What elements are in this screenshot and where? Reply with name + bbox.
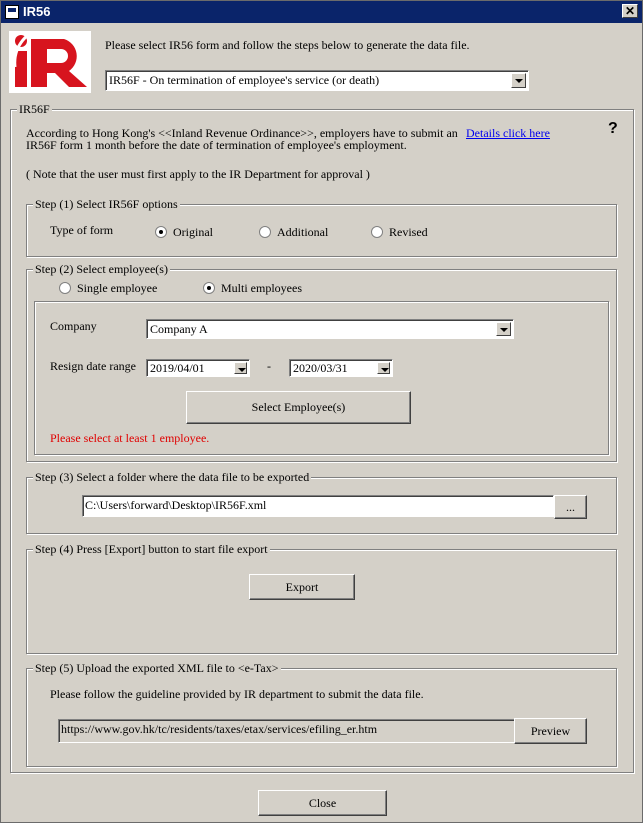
type-of-form-label: Type of form xyxy=(50,223,114,237)
radio-original-label: Original xyxy=(173,225,213,239)
intro-line-1: According to Hong Kong's <<Inland Revenue Ordinance>>, employers have to submit an xyxy=(26,126,458,140)
title-bar xyxy=(1,1,642,23)
chevron-down-icon[interactable] xyxy=(234,362,247,374)
close-button[interactable] xyxy=(258,790,387,816)
ir56f-legend: IR56F xyxy=(19,102,50,116)
form-prompt: Please select IR56 form and follow the steps below to generate the data file. xyxy=(105,38,470,52)
step5-legend: Step (5) Upload the exported XML file to <e-Tax> xyxy=(35,661,279,675)
help-icon[interactable]: ? xyxy=(608,120,618,137)
step1-legend: Step (1) Select IR56F options xyxy=(35,197,178,211)
ir-logo xyxy=(9,31,91,93)
radio-revised-label: Revised xyxy=(389,225,428,239)
app-icon xyxy=(5,5,19,19)
browse-folder-button[interactable] xyxy=(554,495,587,519)
details-link[interactable]: Details click here xyxy=(466,126,550,140)
step3-legend: Step (3) Select a folder where the data file to be exported xyxy=(35,470,310,484)
radio-original[interactable] xyxy=(155,225,213,240)
radio-unchecked-icon[interactable] xyxy=(259,226,271,238)
radio-multi-employees[interactable] xyxy=(203,281,302,296)
preview-button[interactable] xyxy=(514,718,587,744)
select-employees-button[interactable] xyxy=(186,391,411,424)
resign-date-label: Resign date range xyxy=(50,359,136,373)
radio-checked-icon[interactable] xyxy=(203,282,215,294)
approval-note: ( Note that the user must first apply to the IR Department for approval ) xyxy=(26,167,370,181)
radio-additional[interactable] xyxy=(259,225,328,240)
chevron-down-icon[interactable] xyxy=(511,73,526,88)
window-title: IR56 xyxy=(23,4,51,19)
radio-single-label: Single employee xyxy=(77,281,158,295)
export-button[interactable] xyxy=(249,574,355,600)
form-type-select[interactable] xyxy=(105,70,529,91)
step4-group xyxy=(26,542,617,654)
date-from-value: 2019/04/01 xyxy=(150,361,205,375)
radio-unchecked-icon[interactable] xyxy=(371,226,383,238)
step4-legend: Step (4) Press [Export] button to start file export xyxy=(35,542,268,556)
browse-folder-label: ... xyxy=(566,500,575,514)
radio-checked-icon[interactable] xyxy=(155,226,167,238)
date-to-picker[interactable] xyxy=(289,359,393,377)
radio-unchecked-icon[interactable] xyxy=(59,282,71,294)
upload-instruction: Please follow the guideline provided by IR department to submit the data file. xyxy=(50,687,424,701)
select-employees-label: Select Employee(s) xyxy=(251,400,346,414)
export-path-field[interactable]: C:\Users\forward\Desktop\IR56F.xml xyxy=(82,495,554,517)
intro-line-2: IR56F form 1 month before the date of termination of employee's employment. xyxy=(26,138,407,152)
date-from-picker[interactable] xyxy=(146,359,250,377)
employee-error-message: Please select at least 1 employee. xyxy=(50,431,210,445)
export-label: Export xyxy=(285,580,319,594)
close-icon[interactable]: ✕ xyxy=(622,4,638,18)
radio-single-employee[interactable] xyxy=(59,281,157,296)
close-label: Close xyxy=(308,796,337,810)
date-to-value: 2020/03/31 xyxy=(293,361,348,375)
step2-legend: Step (2) Select employee(s) xyxy=(35,262,168,276)
company-select[interactable] xyxy=(146,319,514,339)
radio-additional-label: Additional xyxy=(277,225,329,239)
preview-label: Preview xyxy=(530,724,571,738)
company-value: Company A xyxy=(150,322,208,336)
radio-revised[interactable] xyxy=(371,225,428,240)
chevron-down-icon[interactable] xyxy=(377,362,390,374)
ir-logo-graphic xyxy=(9,31,91,93)
chevron-down-icon[interactable] xyxy=(496,322,511,336)
company-label: Company xyxy=(50,319,97,333)
date-separator: - xyxy=(267,359,271,373)
form-type-value: IR56F - On termination of employee's service (or death) xyxy=(109,73,380,87)
radio-multi-label: Multi employees xyxy=(221,281,302,295)
etax-url-field: https://www.gov.hk/tc/residents/taxes/etax/services/efiling_er.htm xyxy=(58,719,515,743)
